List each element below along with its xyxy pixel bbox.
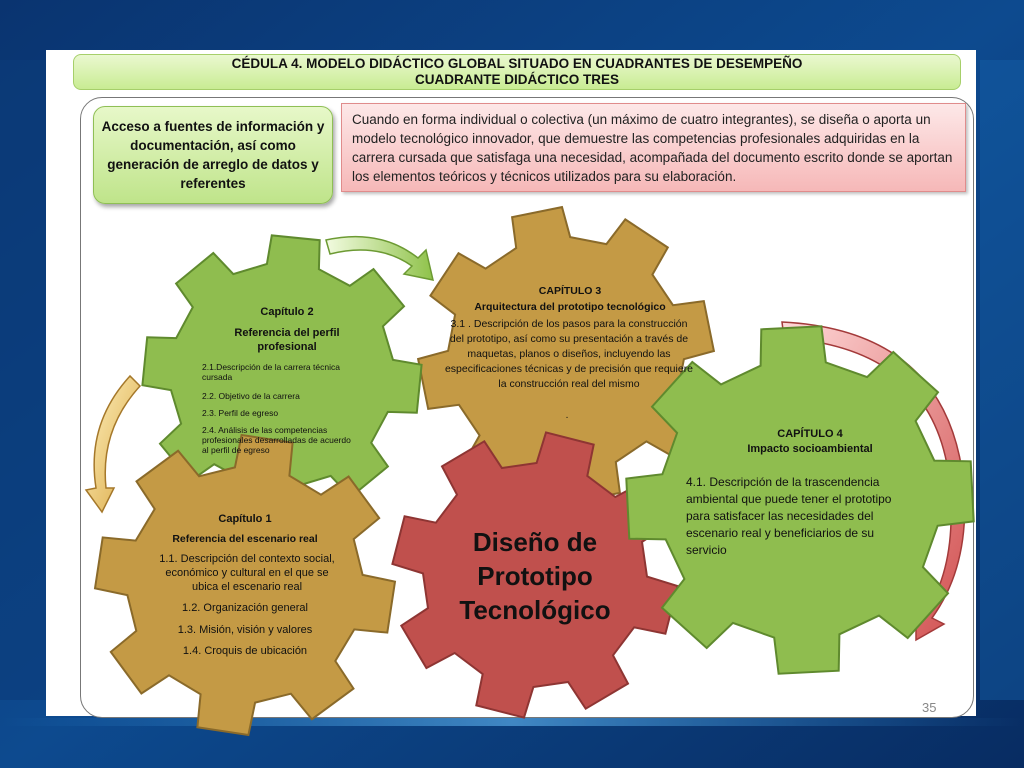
ch1-item-3: 1.3. Misión, visión y valores <box>177 624 313 636</box>
ch3-dot: . <box>565 410 569 421</box>
ch4-body: 4.1. Descripción de la trascendencia ambiental que puede tener el prototipo para satisfacer las necesidades del escenario real y beneficiarios de su servicio <box>686 475 892 557</box>
arrow-ch2-to-ch3 <box>326 237 433 280</box>
ch1-subtitle: Referencia del escenario real <box>172 533 318 545</box>
ch2-subtitle: Referencia del perfil profesional <box>234 327 340 353</box>
ch1-title: Capítulo 1 <box>218 513 272 525</box>
ch2-title: Capítulo 2 <box>260 306 314 318</box>
ch3-title: CAPÍTULO 3 <box>538 285 602 297</box>
arrow-ch2-to-ch1 <box>86 376 140 512</box>
ch3-body: 3.1 . Descripción de los pasos para la construcción del prototipo, así como su presentación a través de maquetas, planos o diseños, incluyendo las especificaciones técnicas y de precisión que requiere la construcción real del mismo <box>444 318 694 390</box>
ch4-subtitle: Impacto socioambiental <box>747 443 873 455</box>
header-subtitle: CUADRANTE DIDÁCTICO TRES <box>415 72 619 87</box>
ch2-item-4: 2.4. Análisis de las competencias profesionales desarrolladas de acuerdo al perfil de egreso <box>202 425 351 455</box>
center-line-2: Prototipo <box>477 561 593 591</box>
ch2-item-1: 2.1.Descripción de la carrera técnica cursada <box>202 362 340 382</box>
ch3-subtitle: Arquitectura del prototipo tecnológico <box>474 301 666 313</box>
center-line-1: Diseño de <box>472 527 598 557</box>
header-title: CÉDULA 4. MODELO DIDÁCTICO GLOBAL SITUADO EN CUADRANTES DE DESEMPEÑO <box>231 56 803 71</box>
ch1-item-2: 1.2. Organización general <box>182 602 308 614</box>
access-sources-text: Acceso a fuentes de información y documentación, así como generación de arreglo de datos y referentes <box>101 119 325 191</box>
ch2-item-2: 2.2. Objetivo de la carrera <box>202 391 300 401</box>
ch2-item-3: 2.3. Perfil de egreso <box>202 408 279 418</box>
ch1-item-4: 1.4. Croquis de ubicación <box>182 645 308 657</box>
ch1-item-1: 1.1. Descripción del contexto social, económico y cultural en el que se ubica el escenario real <box>159 553 335 593</box>
ch4-title: CAPÍTULO 4 <box>777 428 843 440</box>
description-text: Cuando en forma individual o colectiva (un máximo de cuatro integrantes), se diseña o aporta un modelo tecnológico innovador, que demuestre las competencias profesionales adquiridas en la carrera cursada que satisfaga una necesidad, acompañada del documento escrito donde se aportan los elementos teóricos y técnicos utilizados para su elaboración. <box>352 112 953 184</box>
page-number: 35 <box>922 700 937 715</box>
center-line-3: Tecnológico <box>459 595 611 625</box>
